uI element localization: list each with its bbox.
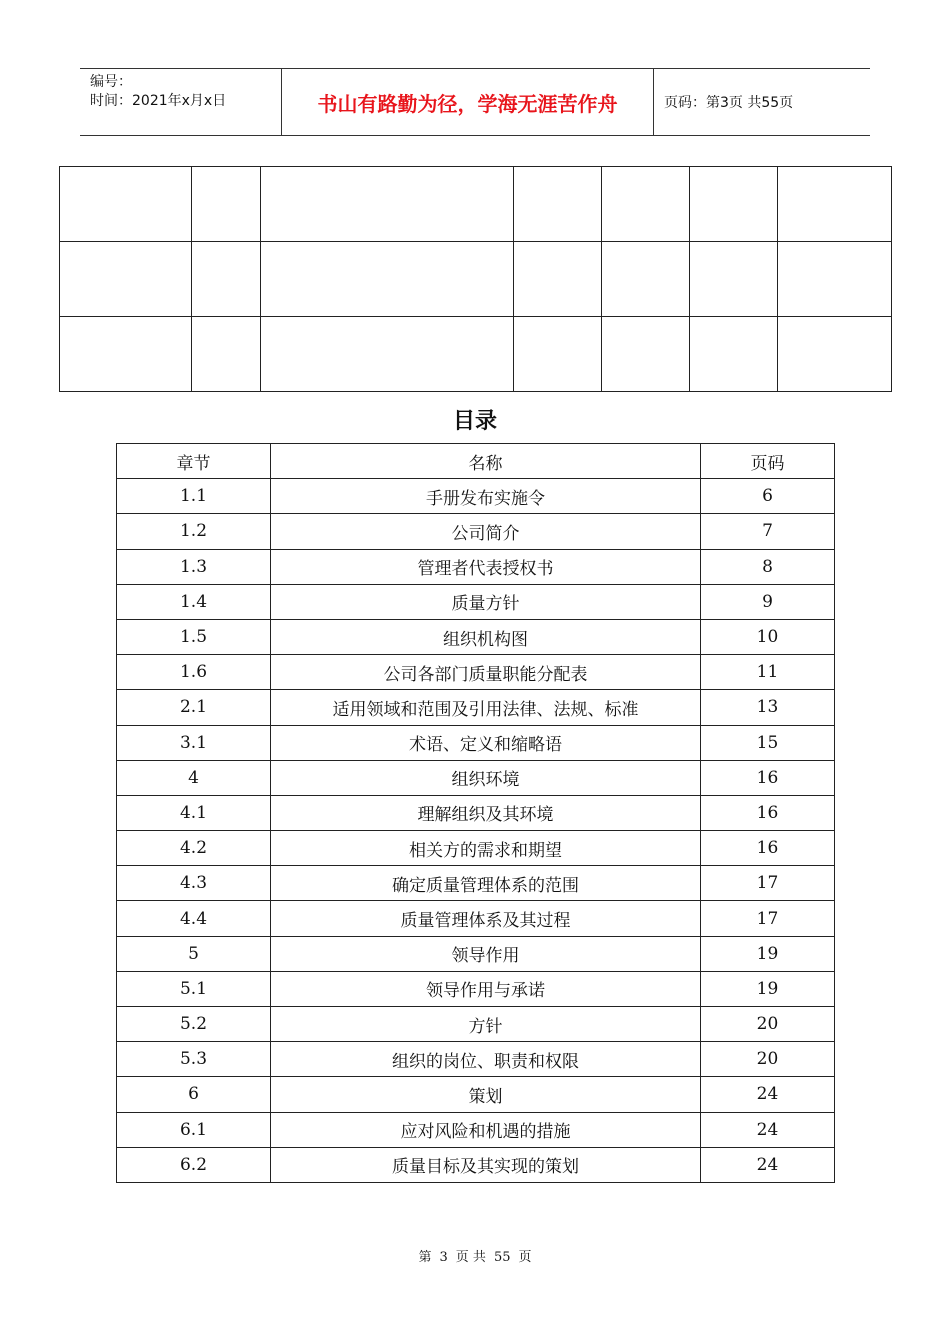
toc-page-cell: 8 (701, 549, 835, 584)
toc-name-cell: 公司简介 (271, 514, 701, 549)
table-cell (192, 242, 261, 317)
toc-row (117, 936, 835, 971)
toc-page-cell: 15 (701, 725, 835, 760)
toc-name-cell: 适用领域和范围及引用法律、法规、标准 (271, 690, 701, 725)
footer-suffix: 页 (518, 1250, 532, 1265)
toc-page-cell: 24 (701, 1147, 835, 1182)
toc-chapter-cell: 4 (117, 760, 271, 795)
toc-chapter-cell: 5.3 (117, 1042, 271, 1077)
toc-chapter-cell: 6.1 (117, 1112, 271, 1147)
toc-row (117, 795, 835, 830)
table-cell (192, 167, 261, 242)
header-motto: 书山有路勤为径，学海无涯苦作舟 (282, 69, 654, 135)
table-row (60, 317, 892, 392)
toc-page-cell: 7 (701, 514, 835, 549)
table-cell (60, 317, 192, 392)
toc-name-cell: 组织环境 (271, 760, 701, 795)
toc-row (117, 866, 835, 901)
toc-name-cell: 管理者代表授权书 (271, 549, 701, 584)
toc-chapter-cell: 1.5 (117, 619, 271, 654)
table-cell (261, 242, 514, 317)
toc-page-cell: 11 (701, 655, 835, 690)
toc-chapter-cell: 1.2 (117, 514, 271, 549)
toc-chapter-cell: 5.1 (117, 971, 271, 1006)
toc-chapter-cell: 4.3 (117, 866, 271, 901)
toc-name-cell: 确定质量管理体系的范围 (271, 866, 701, 901)
table-cell (778, 167, 892, 242)
toc-name-cell: 组织机构图 (271, 619, 701, 654)
toc-chapter-cell: 4.4 (117, 901, 271, 936)
toc-page-cell: 24 (701, 1112, 835, 1147)
toc-row (117, 901, 835, 936)
toc-row (117, 479, 835, 514)
page-header (80, 68, 870, 136)
toc-row (117, 725, 835, 760)
toc-page-cell: 17 (701, 866, 835, 901)
toc-title: 目录 (452, 409, 497, 434)
table-cell (60, 167, 192, 242)
table-cell (602, 317, 690, 392)
toc-name-cell: 方针 (271, 1007, 701, 1042)
toc-row (117, 1147, 835, 1182)
toc-row (117, 1112, 835, 1147)
toc-row (117, 514, 835, 549)
toc-page-cell: 16 (701, 795, 835, 830)
toc-chapter-cell: 5.2 (117, 1007, 271, 1042)
document-number-label: 编号： (90, 74, 132, 90)
table-cell (602, 167, 690, 242)
table-cell (778, 317, 892, 392)
toc-row (117, 1077, 835, 1112)
toc-row (117, 619, 835, 654)
toc-chapter-cell: 1.1 (117, 479, 271, 514)
toc-chapter-cell: 1.4 (117, 584, 271, 619)
toc-page-cell: 19 (701, 936, 835, 971)
table-cell (602, 242, 690, 317)
table-cell (514, 317, 602, 392)
toc-page-cell: 17 (701, 901, 835, 936)
toc-header-name: 名称 (271, 444, 701, 479)
toc-name-cell: 策划 (271, 1077, 701, 1112)
toc-name-cell: 组织的岗位、职责和权限 (271, 1042, 701, 1077)
table-cell (690, 242, 778, 317)
toc-chapter-cell: 6 (117, 1077, 271, 1112)
toc-row (117, 549, 835, 584)
toc-header-page: 页码 (701, 444, 835, 479)
table-cell (60, 242, 192, 317)
toc-chapter-cell: 6.2 (117, 1147, 271, 1182)
toc-row (117, 1042, 835, 1077)
footer-total-pages: 55 (493, 1250, 511, 1265)
toc-chapter-cell: 1.6 (117, 655, 271, 690)
footer-current-page: 3 (439, 1250, 448, 1265)
toc-page-cell: 16 (701, 760, 835, 795)
table-cell (514, 167, 602, 242)
toc-chapter-cell: 3.1 (117, 725, 271, 760)
toc-page-cell: 13 (701, 690, 835, 725)
toc-page-cell: 20 (701, 1042, 835, 1077)
toc-row (117, 971, 835, 1006)
toc-chapter-cell: 1.3 (117, 549, 271, 584)
toc-chapter-cell: 4.1 (117, 795, 271, 830)
table-row (60, 167, 892, 242)
toc-name-cell: 相关方的需求和期望 (271, 831, 701, 866)
document-time-label: 时间：2021年x月x日 (90, 93, 227, 109)
toc-row (117, 1007, 835, 1042)
toc-row (117, 655, 835, 690)
toc-name-cell: 质量方针 (271, 584, 701, 619)
toc-name-cell: 术语、定义和缩略语 (271, 725, 701, 760)
table-cell (261, 317, 514, 392)
toc-page-cell: 6 (701, 479, 835, 514)
footer-mid: 页 共 (455, 1250, 486, 1265)
blank-form-table (59, 166, 892, 392)
footer-prefix: 第 (418, 1250, 432, 1265)
header-page-info: 页码：第3页 共55页 (664, 95, 794, 111)
toc-name-cell: 手册发布实施令 (271, 479, 701, 514)
toc-name-cell: 理解组织及其环境 (271, 795, 701, 830)
page-footer (0, 1246, 950, 1265)
toc-page-cell: 20 (701, 1007, 835, 1042)
table-row (60, 242, 892, 317)
toc-page-cell: 10 (701, 619, 835, 654)
header-meta (80, 69, 282, 135)
table-cell (514, 242, 602, 317)
toc-row (117, 831, 835, 866)
toc-name-cell: 质量目标及其实现的策划 (271, 1147, 701, 1182)
toc-header-chapter: 章节 (117, 444, 271, 479)
toc-page-cell: 24 (701, 1077, 835, 1112)
table-cell (690, 317, 778, 392)
toc-chapter-cell: 4.2 (117, 831, 271, 866)
toc-page-cell: 19 (701, 971, 835, 1006)
table-cell (261, 167, 514, 242)
toc-page-cell: 9 (701, 584, 835, 619)
toc-table (116, 443, 835, 1183)
table-cell (690, 167, 778, 242)
toc-name-cell: 公司各部门质量职能分配表 (271, 655, 701, 690)
toc-chapter-cell: 2.1 (117, 690, 271, 725)
table-cell (778, 242, 892, 317)
toc-name-cell: 领导作用 (271, 936, 701, 971)
toc-name-cell: 质量管理体系及其过程 (271, 901, 701, 936)
toc-row (117, 690, 835, 725)
toc-header-row (117, 444, 835, 479)
toc-row (117, 760, 835, 795)
toc-row (117, 584, 835, 619)
table-cell (192, 317, 261, 392)
toc-name-cell: 应对风险和机遇的措施 (271, 1112, 701, 1147)
toc-chapter-cell: 5 (117, 936, 271, 971)
toc-name-cell: 领导作用与承诺 (271, 971, 701, 1006)
toc-page-cell: 16 (701, 831, 835, 866)
